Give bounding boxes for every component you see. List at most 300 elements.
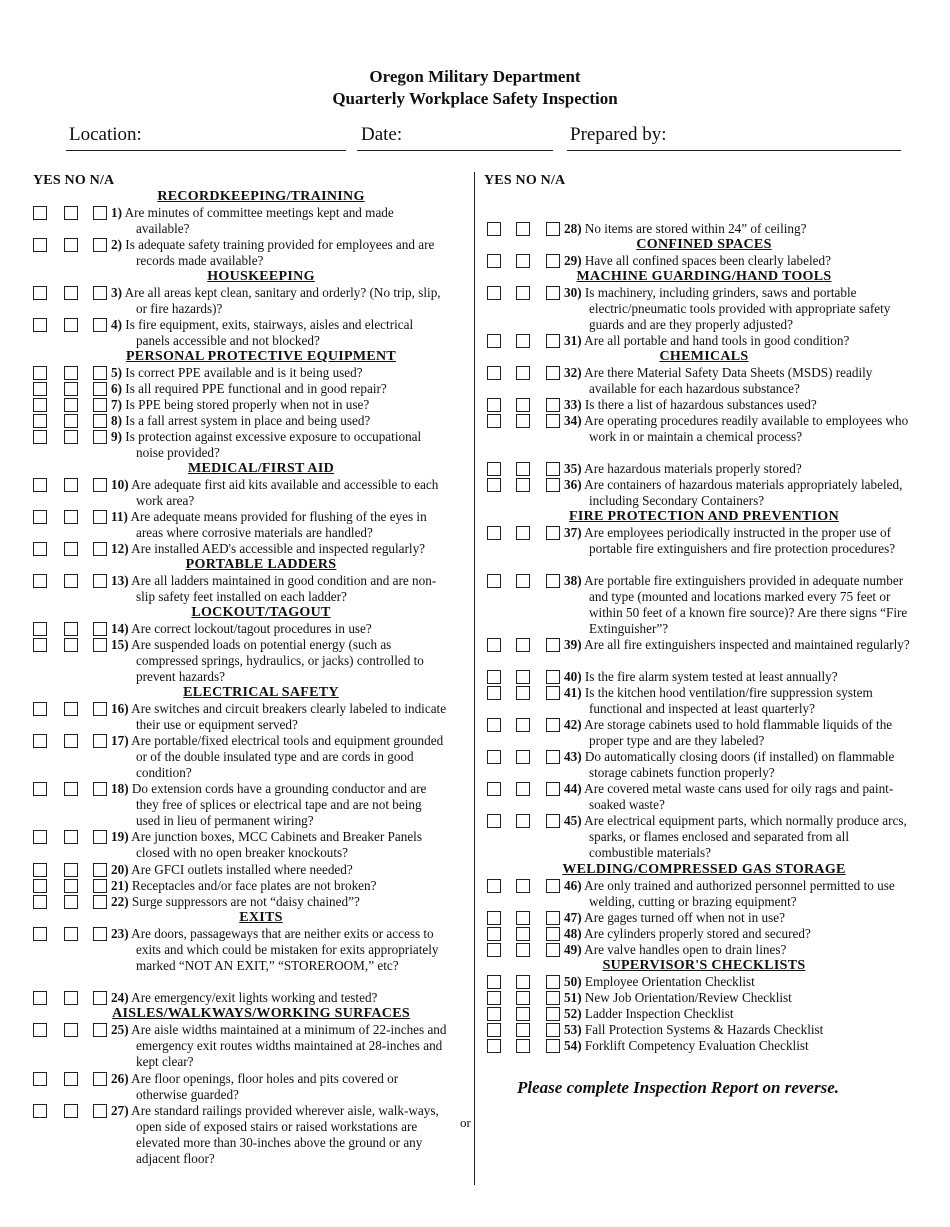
checkbox-na-q19[interactable] xyxy=(93,830,107,844)
location-label: Location: xyxy=(69,124,142,145)
checkbox-yes-q40[interactable] xyxy=(487,670,501,684)
checkbox-no-q31[interactable] xyxy=(516,334,530,348)
checkbox-yes-q51[interactable] xyxy=(487,991,501,1005)
checkbox-yes-q26[interactable] xyxy=(33,1072,47,1086)
checkbox-no-q14[interactable] xyxy=(64,622,78,636)
checkbox-yes-q50[interactable] xyxy=(487,975,501,989)
checkbox-na-q39[interactable] xyxy=(546,638,560,652)
checkbox-na-q42[interactable] xyxy=(546,718,560,732)
question-number: 19) xyxy=(111,829,129,844)
question-number: 33) xyxy=(564,397,582,412)
question-23 xyxy=(111,926,449,974)
question-number: 12) xyxy=(111,541,129,556)
question-42 xyxy=(564,717,916,749)
checkbox-na-q38[interactable] xyxy=(546,574,560,588)
checkbox-na-q16[interactable] xyxy=(93,702,107,716)
checkbox-yes-q35[interactable] xyxy=(487,462,501,476)
checkbox-no-q34[interactable] xyxy=(516,414,530,428)
question-text: Are all portable and hand tools in good condition? xyxy=(584,333,850,348)
checkbox-no-q38[interactable] xyxy=(516,574,530,588)
question-number: 48) xyxy=(564,926,582,941)
checkbox-no-q53[interactable] xyxy=(516,1023,530,1037)
question-number: 15) xyxy=(111,637,129,652)
question-26 xyxy=(111,1071,449,1103)
question-number: 13) xyxy=(111,573,129,588)
question-number: 25) xyxy=(111,1022,129,1037)
checkbox-no-q36[interactable] xyxy=(516,478,530,492)
question-18 xyxy=(111,781,449,829)
question-number: 31) xyxy=(564,333,582,348)
checkbox-no-q29[interactable] xyxy=(516,254,530,268)
question-2 xyxy=(111,237,449,269)
question-text: Are there Material Safety Data Sheets (MSDS) readily available for each hazardous substance? xyxy=(584,365,873,396)
checkbox-no-q2[interactable] xyxy=(64,238,78,252)
checkbox-no-q37[interactable] xyxy=(516,526,530,540)
question-text: New Job Orientation/Review Checklist xyxy=(584,990,792,1005)
checkbox-na-q7[interactable] xyxy=(93,398,107,412)
checkbox-na-q21[interactable] xyxy=(93,879,107,893)
checkbox-na-q8[interactable] xyxy=(93,414,107,428)
prepared-by-field[interactable] xyxy=(567,150,901,151)
checkbox-yes-q9[interactable] xyxy=(33,430,47,444)
checkbox-yes-q29[interactable] xyxy=(487,254,501,268)
question-number: 29) xyxy=(564,253,582,268)
question-number: 20) xyxy=(111,862,129,877)
checkbox-na-q11[interactable] xyxy=(93,510,107,524)
checkbox-no-q21[interactable] xyxy=(64,879,78,893)
checkbox-na-q54[interactable] xyxy=(546,1039,560,1053)
checkbox-no-q35[interactable] xyxy=(516,462,530,476)
question-4 xyxy=(111,317,449,349)
question-number: 28) xyxy=(564,221,582,236)
question-12 xyxy=(111,541,449,557)
checkbox-yes-q15[interactable] xyxy=(33,638,47,652)
checkbox-yes-q28[interactable] xyxy=(487,222,501,236)
checkbox-yes-q25[interactable] xyxy=(33,1023,47,1037)
checkbox-yes-q20[interactable] xyxy=(33,863,47,877)
checkbox-yes-q16[interactable] xyxy=(33,702,47,716)
section-confined-spaces: CONFINED SPACES xyxy=(636,237,772,252)
checkbox-no-q5[interactable] xyxy=(64,366,78,380)
checkbox-yes-q2[interactable] xyxy=(33,238,47,252)
question-11 xyxy=(111,509,449,541)
section-welding: WELDING/COMPRESSED GAS STORAGE xyxy=(562,862,846,877)
checkbox-no-q40[interactable] xyxy=(516,670,530,684)
checkbox-yes-q19[interactable] xyxy=(33,830,47,844)
checkbox-yes-q45[interactable] xyxy=(487,814,501,828)
question-45 xyxy=(564,813,916,861)
checkbox-na-q20[interactable] xyxy=(93,863,107,877)
question-19 xyxy=(111,829,449,861)
question-text: Is all required PPE functional and in good repair? xyxy=(125,381,387,396)
checkbox-na-q22[interactable] xyxy=(93,895,107,909)
checkbox-na-q5[interactable] xyxy=(93,366,107,380)
question-text: Are aisle widths maintained at a minimum of 22-inches and emergency exit routes widths maintained at 28-inches and kept clear? xyxy=(131,1022,447,1069)
checkbox-yes-q32[interactable] xyxy=(487,366,501,380)
question-text: Are adequate means provided for flushing of the eyes in areas where corrosive materials are handled? xyxy=(130,509,427,540)
question-text: Ladder Inspection Checklist xyxy=(584,1006,734,1021)
question-number: 32) xyxy=(564,365,582,380)
checkbox-na-q6[interactable] xyxy=(93,382,107,396)
checkbox-na-q35[interactable] xyxy=(546,462,560,476)
checkbox-no-q32[interactable] xyxy=(516,366,530,380)
question-10 xyxy=(111,477,449,509)
checkbox-na-q32[interactable] xyxy=(546,366,560,380)
checkbox-no-q9[interactable] xyxy=(64,430,78,444)
checkbox-yes-q10[interactable] xyxy=(33,478,47,492)
reverse-note: Please complete Inspection Report on reverse. xyxy=(517,1078,840,1097)
question-text: Employee Orientation Checklist xyxy=(584,974,755,989)
checkbox-na-q3[interactable] xyxy=(93,286,107,300)
checkbox-yes-q30[interactable] xyxy=(487,286,501,300)
question-text: No items are stored within 24” of ceiling? xyxy=(584,221,807,236)
checkbox-yes-q7[interactable] xyxy=(33,398,47,412)
question-number: 35) xyxy=(564,461,582,476)
checkbox-yes-q52[interactable] xyxy=(487,1007,501,1021)
question-text: Are suspended loads on potential energy (such as compressed springs, hydraulics, or jacks) controlled to prevent hazards? xyxy=(131,637,424,684)
checkbox-no-q20[interactable] xyxy=(64,863,78,877)
checkbox-na-q43[interactable] xyxy=(546,750,560,764)
checkbox-yes-q8[interactable] xyxy=(33,414,47,428)
checkbox-yes-q42[interactable] xyxy=(487,718,501,732)
checkbox-yes-q54[interactable] xyxy=(487,1039,501,1053)
checkbox-no-q6[interactable] xyxy=(64,382,78,396)
question-number: 54) xyxy=(564,1038,582,1053)
checkbox-yes-q24[interactable] xyxy=(33,991,47,1005)
checkbox-yes-q23[interactable] xyxy=(33,927,47,941)
checkbox-no-q10[interactable] xyxy=(64,478,78,492)
checkbox-no-q44[interactable] xyxy=(516,782,530,796)
question-49 xyxy=(564,942,916,958)
question-21 xyxy=(111,878,449,894)
stray-mark: or xyxy=(460,1115,471,1130)
checkbox-no-q28[interactable] xyxy=(516,222,530,236)
question-text: Are employees periodically instructed in the proper use of portable fire extinguishers and fire protection procedures? xyxy=(584,525,896,556)
question-number: 50) xyxy=(564,974,582,989)
checkbox-na-q15[interactable] xyxy=(93,638,107,652)
question-number: 44) xyxy=(564,781,582,796)
checkbox-na-q30[interactable] xyxy=(546,286,560,300)
checkbox-no-q11[interactable] xyxy=(64,510,78,524)
checkbox-no-q15[interactable] xyxy=(64,638,78,652)
question-number: 39) xyxy=(564,637,582,652)
org-name: Oregon Military Department xyxy=(369,67,581,86)
checkbox-na-q12[interactable] xyxy=(93,542,107,556)
question-number: 14) xyxy=(111,621,129,636)
question-text: Are switches and circuit breakers clearly labeled to indicate their use or equipment served? xyxy=(131,701,447,732)
checkbox-yes-q4[interactable] xyxy=(33,318,47,332)
section-housekeeping: HOUSKEEPING xyxy=(207,269,315,284)
checkbox-yes-q41[interactable] xyxy=(487,686,501,700)
question-text: Are all ladders maintained in good condition and are non-slip safety feet installed on each ladder? xyxy=(131,573,437,604)
question-27 xyxy=(111,1103,449,1167)
checkbox-na-q29[interactable] xyxy=(546,254,560,268)
question-35 xyxy=(564,461,916,477)
question-41 xyxy=(564,685,916,717)
question-29 xyxy=(564,253,916,269)
checkbox-yes-q13[interactable] xyxy=(33,574,47,588)
question-3 xyxy=(111,285,449,317)
checkbox-no-q50[interactable] xyxy=(516,975,530,989)
question-text: Are electrical equipment parts, which normally produce arcs, sparks, or flames enclosed and separated from all combustible materials? xyxy=(584,813,907,860)
checkbox-no-q12[interactable] xyxy=(64,542,78,556)
checkbox-yes-q31[interactable] xyxy=(487,334,501,348)
checkbox-na-q50[interactable] xyxy=(546,975,560,989)
question-text: Forklift Competency Evaluation Checklist xyxy=(584,1038,809,1053)
question-text: Do automatically closing doors (if installed) on flammable storage cabinets function properly? xyxy=(584,749,895,780)
checkbox-no-q25[interactable] xyxy=(64,1023,78,1037)
checkbox-no-q23[interactable] xyxy=(64,927,78,941)
question-number: 26) xyxy=(111,1071,129,1086)
question-text: Are cylinders properly stored and secured? xyxy=(584,926,811,941)
checkbox-no-q27[interactable] xyxy=(64,1104,78,1118)
checkbox-no-q52[interactable] xyxy=(516,1007,530,1021)
question-text: Are doors, passageways that are neither exits or access to exits and which could be mistaken for exits appropriately marked “NOT AN EXIT,” “STOREROOM,” etc? xyxy=(131,926,439,973)
checkbox-na-q37[interactable] xyxy=(546,526,560,540)
checkbox-yes-q53[interactable] xyxy=(487,1023,501,1037)
checkbox-no-q54[interactable] xyxy=(516,1039,530,1053)
section-chemicals: CHEMICALS xyxy=(659,349,749,364)
question-number: 16) xyxy=(111,701,129,716)
checkbox-no-q41[interactable] xyxy=(516,686,530,700)
checkbox-na-q28[interactable] xyxy=(546,222,560,236)
checkbox-yes-q3[interactable] xyxy=(33,286,47,300)
checkbox-na-q26[interactable] xyxy=(93,1072,107,1086)
question-34 xyxy=(564,413,916,445)
question-number: 2) xyxy=(111,237,122,252)
checkbox-no-q8[interactable] xyxy=(64,414,78,428)
checkbox-no-q22[interactable] xyxy=(64,895,78,909)
checkbox-na-q24[interactable] xyxy=(93,991,107,1005)
checkbox-yes-q18[interactable] xyxy=(33,782,47,796)
checkbox-yes-q27[interactable] xyxy=(33,1104,47,1118)
checkbox-no-q17[interactable] xyxy=(64,734,78,748)
checkbox-no-q47[interactable] xyxy=(516,911,530,925)
question-number: 9) xyxy=(111,429,122,444)
question-number: 5) xyxy=(111,365,122,380)
checkbox-na-q31[interactable] xyxy=(546,334,560,348)
question-17 xyxy=(111,733,449,781)
question-number: 42) xyxy=(564,717,582,732)
column-divider xyxy=(474,172,475,1185)
checkbox-na-q4[interactable] xyxy=(93,318,107,332)
checkbox-na-q36[interactable] xyxy=(546,478,560,492)
checkbox-no-q43[interactable] xyxy=(516,750,530,764)
checkbox-na-q52[interactable] xyxy=(546,1007,560,1021)
checkbox-na-q13[interactable] xyxy=(93,574,107,588)
question-number: 46) xyxy=(564,878,582,893)
question-38 xyxy=(564,573,916,637)
section-medical: MEDICAL/FIRST AID xyxy=(187,461,335,476)
question-text: Are covered metal waste cans used for oily rags and paint-soaked waste? xyxy=(584,781,894,812)
question-47 xyxy=(564,910,916,926)
checkbox-no-q42[interactable] xyxy=(516,718,530,732)
checkbox-no-q30[interactable] xyxy=(516,286,530,300)
question-text: Have all confined spaces been clearly labeled? xyxy=(584,253,831,268)
question-44 xyxy=(564,781,916,813)
checkbox-yes-q38[interactable] xyxy=(487,574,501,588)
checkbox-yes-q6[interactable] xyxy=(33,382,47,396)
question-text: Is PPE being stored properly when not in use? xyxy=(125,397,370,412)
section-fire-protection: FIRE PROTECTION AND PREVENTION xyxy=(569,509,839,524)
checkbox-yes-q37[interactable] xyxy=(487,526,501,540)
question-number: 47) xyxy=(564,910,582,925)
checkbox-yes-q21[interactable] xyxy=(33,879,47,893)
checkbox-yes-q17[interactable] xyxy=(33,734,47,748)
checkbox-na-q23[interactable] xyxy=(93,927,107,941)
question-54 xyxy=(564,1038,916,1054)
checkbox-na-q10[interactable] xyxy=(93,478,107,492)
question-30 xyxy=(564,285,916,333)
checkbox-no-q13[interactable] xyxy=(64,574,78,588)
checkbox-no-q1[interactable] xyxy=(64,206,78,220)
section-supervisor: SUPERVISOR'S CHECKLISTS xyxy=(602,958,806,973)
checkbox-no-q45[interactable] xyxy=(516,814,530,828)
checkbox-yes-q44[interactable] xyxy=(487,782,501,796)
question-number: 34) xyxy=(564,413,582,428)
question-number: 17) xyxy=(111,733,129,748)
checkbox-no-q51[interactable] xyxy=(516,991,530,1005)
question-text: Is machinery, including grinders, saws and portable electric/pneumatic tools provided with appropriate safety guards and are they properly adjusted? xyxy=(584,285,891,332)
checkbox-yes-q47[interactable] xyxy=(487,911,501,925)
question-15 xyxy=(111,637,449,685)
question-9 xyxy=(111,429,449,461)
checkbox-no-q46[interactable] xyxy=(516,879,530,893)
checkbox-no-q3[interactable] xyxy=(64,286,78,300)
checkbox-yes-q49[interactable] xyxy=(487,943,501,957)
question-text: Are installed AED's accessible and inspected regularly? xyxy=(131,541,426,556)
checkbox-na-q34[interactable] xyxy=(546,414,560,428)
checkbox-yes-q46[interactable] xyxy=(487,879,501,893)
checkbox-no-q4[interactable] xyxy=(64,318,78,332)
question-52 xyxy=(564,1006,916,1022)
question-text: Are hazardous materials properly stored? xyxy=(584,461,802,476)
page-title: Quarterly Workplace Safety Inspection xyxy=(332,89,618,108)
checkbox-yes-q1[interactable] xyxy=(33,206,47,220)
checkbox-no-q33[interactable] xyxy=(516,398,530,412)
checkbox-na-q51[interactable] xyxy=(546,991,560,1005)
question-text: Are all areas kept clean, sanitary and orderly? (No trip, slip, or fire hazards)? xyxy=(124,285,441,316)
checkbox-no-q24[interactable] xyxy=(64,991,78,1005)
question-text: Are storage cabinets used to hold flammable liquids of the proper type and are they labeled? xyxy=(584,717,893,748)
question-text: Are all fire extinguishers inspected and maintained regularly? xyxy=(584,637,910,652)
question-text: Is correct PPE available and is it being used? xyxy=(125,365,363,380)
question-number: 18) xyxy=(111,781,129,796)
checkbox-na-q40[interactable] xyxy=(546,670,560,684)
question-number: 30) xyxy=(564,285,582,300)
section-ladders: PORTABLE LADDERS xyxy=(185,557,337,572)
checkbox-no-q18[interactable] xyxy=(64,782,78,796)
checkbox-yes-q11[interactable] xyxy=(33,510,47,524)
section-machine-guarding: MACHINE GUARDING/HAND TOOLS xyxy=(576,269,832,284)
checkbox-yes-q39[interactable] xyxy=(487,638,501,652)
checkbox-yes-q34[interactable] xyxy=(487,414,501,428)
column-header-left: YES NO N/A xyxy=(33,173,115,188)
question-number: 36) xyxy=(564,477,582,492)
question-text: Are adequate first aid kits available and accessible to each work area? xyxy=(131,477,439,508)
checkbox-na-q33[interactable] xyxy=(546,398,560,412)
checkbox-na-q25[interactable] xyxy=(93,1023,107,1037)
question-text: Are emergency/exit lights working and tested? xyxy=(131,990,378,1005)
checkbox-no-q49[interactable] xyxy=(516,943,530,957)
checkbox-no-q48[interactable] xyxy=(516,927,530,941)
checkbox-yes-q36[interactable] xyxy=(487,478,501,492)
checkbox-yes-q43[interactable] xyxy=(487,750,501,764)
question-text: Are junction boxes, MCC Cabinets and Breaker Panels closed with no open breaker knockouts? xyxy=(131,829,422,860)
question-number: 41) xyxy=(564,685,582,700)
checkbox-yes-q5[interactable] xyxy=(33,366,47,380)
checkbox-yes-q12[interactable] xyxy=(33,542,47,556)
checkbox-na-q18[interactable] xyxy=(93,782,107,796)
question-number: 24) xyxy=(111,990,129,1005)
checkbox-na-q48[interactable] xyxy=(546,927,560,941)
checkbox-na-q14[interactable] xyxy=(93,622,107,636)
checkbox-na-q2[interactable] xyxy=(93,238,107,252)
question-number: 6) xyxy=(111,381,122,396)
question-number: 21) xyxy=(111,878,129,893)
checkbox-na-q9[interactable] xyxy=(93,430,107,444)
checkbox-no-q16[interactable] xyxy=(64,702,78,716)
checkbox-no-q39[interactable] xyxy=(516,638,530,652)
question-24 xyxy=(111,990,449,1006)
question-46 xyxy=(564,878,916,910)
question-20 xyxy=(111,862,449,878)
checkbox-no-q7[interactable] xyxy=(64,398,78,412)
section-recordkeeping: RECORDKEEPING/TRAINING xyxy=(157,189,365,204)
checkbox-no-q19[interactable] xyxy=(64,830,78,844)
checkbox-na-q27[interactable] xyxy=(93,1104,107,1118)
checkbox-yes-q33[interactable] xyxy=(487,398,501,412)
question-37 xyxy=(564,525,916,557)
question-16 xyxy=(111,701,449,733)
question-text: Is protection against excessive exposure to occupational noise provided? xyxy=(125,429,422,460)
question-number: 8) xyxy=(111,413,122,428)
question-text: Are only trained and authorized personnel permitted to use welding, cutting or brazing equipment? xyxy=(584,878,895,909)
checkbox-na-q45[interactable] xyxy=(546,814,560,828)
checkbox-yes-q14[interactable] xyxy=(33,622,47,636)
checkbox-na-q1[interactable] xyxy=(93,206,107,220)
question-text: Are portable/fixed electrical tools and equipment grounded or of the double insulated type and are cords in good condition? xyxy=(131,733,444,780)
checkbox-no-q26[interactable] xyxy=(64,1072,78,1086)
checkbox-na-q41[interactable] xyxy=(546,686,560,700)
checkbox-na-q47[interactable] xyxy=(546,911,560,925)
question-text: Are containers of hazardous materials appropriately labeled, including Secondary Containers? xyxy=(584,477,903,508)
question-number: 52) xyxy=(564,1006,582,1021)
checkbox-yes-q22[interactable] xyxy=(33,895,47,909)
checkbox-na-q49[interactable] xyxy=(546,943,560,957)
question-text: Are valve handles open to drain lines? xyxy=(584,942,787,957)
checkbox-yes-q48[interactable] xyxy=(487,927,501,941)
section-lockout: LOCKOUT/TAGOUT xyxy=(191,605,331,620)
question-text: Are correct lockout/tagout procedures in use? xyxy=(131,621,372,636)
section-ppe: PERSONAL PROTECTIVE EQUIPMENT xyxy=(125,349,397,364)
checkbox-na-q53[interactable] xyxy=(546,1023,560,1037)
question-number: 38) xyxy=(564,573,582,588)
section-exits: EXITS xyxy=(239,910,283,925)
question-text: Is fire equipment, exits, stairways, aisles and electrical panels accessible and not blocked? xyxy=(125,317,414,348)
checkbox-na-q17[interactable] xyxy=(93,734,107,748)
question-25 xyxy=(111,1022,449,1070)
question-33 xyxy=(564,397,916,413)
question-number: 4) xyxy=(111,317,122,332)
date-field[interactable] xyxy=(357,150,553,151)
checkbox-na-q46[interactable] xyxy=(546,879,560,893)
question-text: Are gages turned off when not in use? xyxy=(584,910,785,925)
checkbox-na-q44[interactable] xyxy=(546,782,560,796)
question-number: 43) xyxy=(564,749,582,764)
question-number: 51) xyxy=(564,990,582,1005)
location-field[interactable] xyxy=(66,150,346,151)
